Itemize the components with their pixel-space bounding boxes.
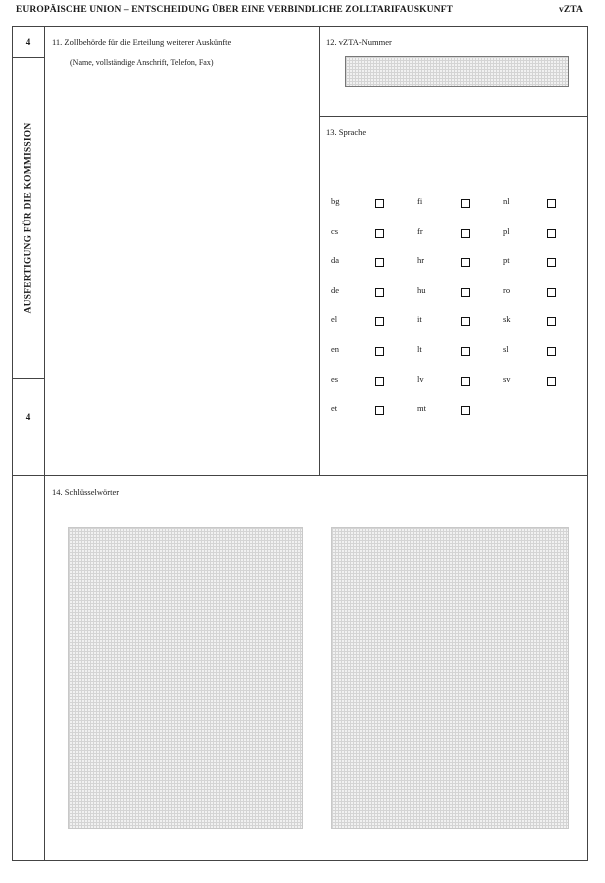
language-option[interactable]: it — [417, 314, 470, 344]
checkbox[interactable] — [375, 229, 384, 238]
field-divider-vertical — [319, 26, 320, 476]
language-column-2 — [417, 196, 470, 433]
language-option[interactable]: hr — [417, 255, 470, 285]
checkbox[interactable] — [461, 229, 470, 238]
language-option[interactable]: pl — [503, 226, 556, 256]
checkbox[interactable] — [461, 347, 470, 356]
language-option[interactable]: el — [331, 314, 384, 344]
checkbox[interactable] — [461, 288, 470, 297]
field-13-label: 13. Sprache — [326, 127, 367, 137]
checkbox[interactable] — [547, 288, 556, 297]
language-option[interactable]: de — [331, 285, 384, 315]
field-11-label: 11. Zollbehörde für die Erteilung weiterer Auskünfte — [52, 37, 232, 47]
form-title: EUROPÄISCHE UNION – ENTSCHEIDUNG ÜBER EINE VERBINDLICHE ZOLLTARIFAUSKUNFT — [16, 5, 453, 15]
checkbox[interactable] — [461, 258, 470, 267]
checkbox[interactable] — [375, 377, 384, 386]
checkbox[interactable] — [461, 406, 470, 415]
language-option[interactable]: da — [331, 255, 384, 285]
language-option[interactable]: es — [331, 374, 384, 404]
checkbox[interactable] — [461, 377, 470, 386]
checkbox[interactable] — [375, 347, 384, 356]
checkbox[interactable] — [547, 377, 556, 386]
language-option[interactable]: fr — [417, 226, 470, 256]
language-option[interactable]: sl — [503, 344, 556, 374]
checkbox[interactable] — [547, 347, 556, 356]
language-option[interactable]: lv — [417, 374, 470, 404]
checkbox[interactable] — [375, 258, 384, 267]
language-option[interactable]: mt — [417, 403, 470, 433]
language-option[interactable]: ro — [503, 285, 556, 315]
side-divider-bottom — [12, 378, 44, 379]
form-code: vZTA — [559, 5, 583, 15]
field-14-label: 14. Schlüsselwörter — [52, 487, 120, 497]
checkbox[interactable] — [547, 317, 556, 326]
language-option[interactable]: sv — [503, 374, 556, 404]
language-option[interactable]: nl — [503, 196, 556, 226]
language-option[interactable]: cs — [331, 226, 384, 256]
field-11-sublabel: (Name, vollständige Anschrift, Telefon, Fax) — [70, 58, 214, 67]
field-14-divider — [12, 475, 588, 476]
side-column-divider — [44, 26, 45, 861]
language-column-3 — [503, 196, 556, 403]
language-option[interactable]: en — [331, 344, 384, 374]
checkbox[interactable] — [547, 199, 556, 208]
keywords-field-right[interactable] — [331, 527, 569, 829]
language-option[interactable]: hu — [417, 285, 470, 315]
side-label: AUSFERTIGUNG FÜR DIE KOMMISSION — [23, 122, 33, 314]
field-12-13-divider — [319, 116, 588, 117]
language-column-1 — [331, 196, 384, 433]
checkbox[interactable] — [461, 199, 470, 208]
keywords-field-left[interactable] — [68, 527, 303, 829]
checkbox[interactable] — [375, 199, 384, 208]
language-option[interactable]: lt — [417, 344, 470, 374]
language-option[interactable]: bg — [331, 196, 384, 226]
side-number-top: 4 — [25, 37, 31, 47]
form-header — [16, 5, 583, 15]
language-option[interactable]: et — [331, 403, 384, 433]
checkbox[interactable] — [375, 317, 384, 326]
checkbox[interactable] — [375, 288, 384, 297]
checkbox[interactable] — [375, 406, 384, 415]
checkbox[interactable] — [547, 229, 556, 238]
language-option[interactable]: fi — [417, 196, 470, 226]
field-12-label: 12. vZTA-Nummer — [326, 37, 392, 47]
checkbox[interactable] — [461, 317, 470, 326]
side-number-bottom: 4 — [25, 412, 31, 422]
checkbox[interactable] — [547, 258, 556, 267]
language-option[interactable]: sk — [503, 314, 556, 344]
language-option[interactable]: pt — [503, 255, 556, 285]
vzta-number-field[interactable] — [345, 56, 569, 87]
